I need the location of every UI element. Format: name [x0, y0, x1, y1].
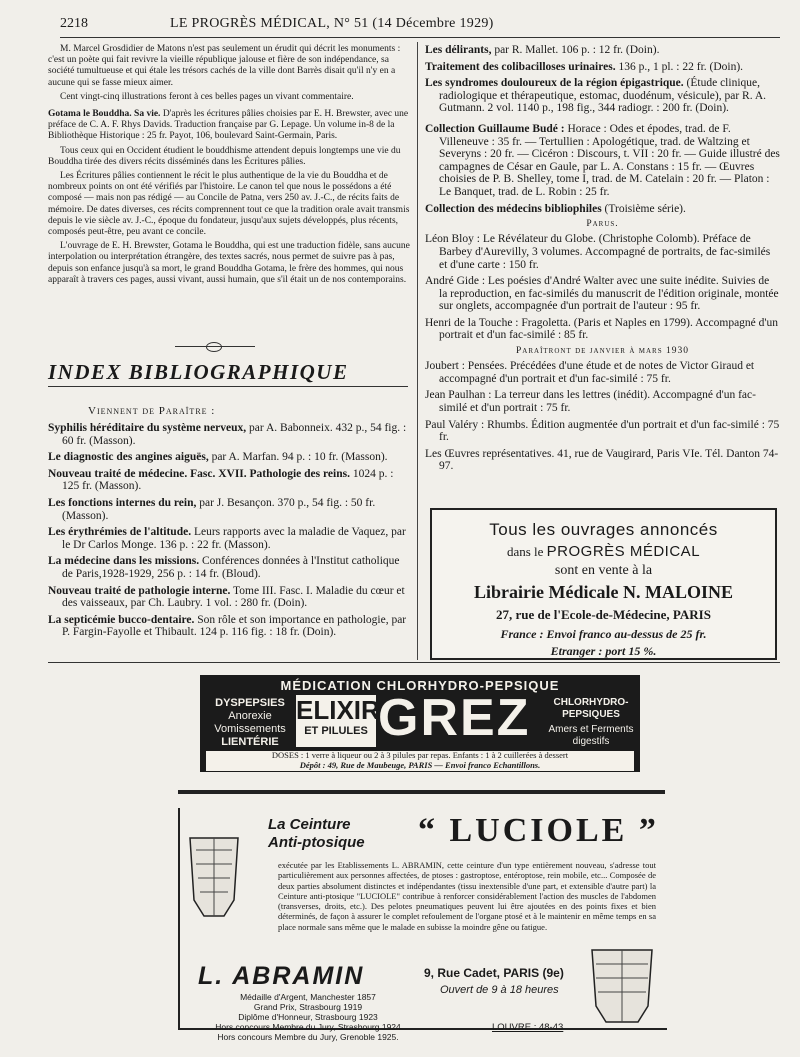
list-item: Joubert : Pensées. Précédées d'une étude et de notes de Victor Giraud et accompagné d'un portrait et d'un fac-similé : 75 fr. [425, 360, 755, 385]
ad-line: Tous les ouvrages annoncés [489, 520, 718, 539]
list-item: Syphilis héréditaire du système nerveux, par A. Babonneix. 432 p., 54 fig. : 60 fr. (Masson). [48, 422, 407, 447]
medals-list: Médaille d'Argent, Manchester 1857 Grand Prix, Strasbourg 1919 Diplôme d'Honneur, Strasbourg 1923 Hors concours Membre du Jury, Strasbourg 1924 Hors concours Membre du Jury, Grenoble 1925. [215, 992, 401, 1042]
list-item: Jean Paulhan : La terreur dans les lettres (inédit). Accompagné d'un fac-similé et d'un portrait : 75 fr. [425, 389, 756, 415]
ornament-icon [206, 342, 222, 352]
ad-line: dans le PROGRÈS MÉDICAL [506, 543, 701, 560]
list-item: Le diagnostic des angines aiguës, par A. Marfan. 94 p. : 10 fr. (Masson). [48, 451, 388, 464]
review-paragraph: Tous ceux qui en Occident étudient le bouddhisme attendent depuis longtemps une vie du Bouddha tirée des divers récits disséminés dans les Écritures pâlies. [48, 145, 401, 167]
list-item: Léon Bloy : Le Révélateur du Globe. (Christophe Colomb). Préface de Barbey d'Aurevilly, 3 volumes. Accompagné de portraits, de fac-similés et d'une carte : 150 fr. [425, 233, 771, 271]
review-paragraph: L'ouvrage de E. H. Brewster, Gotama le Bouddha, qui est une traduction fidèle, sans aucune interpolation ou interprétation étrangère, des textes sacrés, nous permet de suivre pas à pas, depuis son enfance jusqu'à sa mort, le grand Bouddha Gotama, le frère des hommes, qui nous apparaît à travers ces pages, aussi vivant, aussi humain, que s'il était un de nos contemporains. [48, 241, 410, 285]
luciole-advertisement [178, 790, 665, 1044]
index-list [48, 422, 410, 643]
list-item: Traitement des colibacilloses urinaires. 136 p., 1 pl. : 22 fr. (Doin). [425, 60, 744, 73]
ad-line: 27, rue de l'Ecole-de-Médecine, PARIS [496, 607, 711, 622]
journal-title: LE PROGRÈS MÉDICAL, N° 51 (14 Décembre 1929) [170, 16, 494, 31]
abramin-logo: L. ABRAMIN [198, 962, 365, 990]
left-column [48, 44, 410, 289]
ad-right-block: CHLORHYDRO-PEPSIQUES Amers et Ferments digestifs [548, 697, 634, 747]
luciole-brand: “ LUCIOLE ” [418, 812, 659, 849]
review-heading: Gotama le Bouddha. Sa vie. D'après les écritures pâlies choisies par E. H. Brewster, avec une préface de C. A. F. Rhys Davids. Traduction française par G. Lepage. Un volume in-8 de la Bibliothèque Historique : 25 fr. Payot, 106, boulevard Saint-Germain, Paris. [48, 109, 409, 142]
review-paragraph: M. Marcel Grosdidier de Matons n'est pas seulement un érudit qui décrit les monuments : c'est un poète qui fait revivre la vieille république jalouse et fière de son indépendance, sa société tumultueuse et qui étale les trésors cachés de la ville dont Barrès disait qu'il n'y en a aucune qui se fasse mieux aimer. [48, 44, 401, 88]
review-paragraph: Cent vingt-cinq illustrations feront à ces belles pages un vivant commentaire. [60, 91, 354, 102]
corset-illustration [586, 946, 658, 1026]
grez-advertisement [200, 675, 640, 772]
parus-label: Parus. [586, 219, 619, 230]
page-header [60, 14, 780, 36]
list-item: André Gide : Les poésies d'André Walter avec une suite inédite. Suivies de la reproduction, en fac-similés du manuscrit de l'édition originale, montée sur onglets, accompagnée d'un portrait de l'auteur : 95 fr. [425, 275, 779, 313]
column-divider [417, 42, 418, 660]
ad-subtitle: La Ceinture [268, 816, 351, 833]
list-item: Collection des médecins bibliophiles (Troisième série). [425, 202, 686, 215]
ad-banner: MÉDICATION CHLORHYDRO-PEPSIQUE [280, 678, 560, 693]
index-rule [48, 386, 408, 387]
ad-telephone: LOUVRE : 48-43 [492, 1022, 564, 1033]
ad-subtitle: Anti-ptosique [268, 834, 365, 851]
corset-illustration [184, 830, 244, 920]
section-rule [48, 662, 780, 663]
list-item: Nouveau traité de pathologie interne. Tome III. Fasc. I. Maladie du cœur et des vaisseaux, par Ch. Laubry. 1 vol. : 280 fr. (Doin). [48, 584, 405, 610]
ad-hours: Ouvert de 9 à 18 heures [440, 984, 559, 996]
viennent-de-paraitre: Viennent de Paraître : [88, 405, 216, 417]
ad-left-block: DYSPEPSIES Anorexie Vomissements LIENTÉRIE [214, 697, 286, 748]
ad-line: France : Envoi franco au-dessus de 25 fr. [500, 627, 707, 641]
list-item: Les délirants, par R. Mallet. 106 p. : 12 fr. (Doin). [425, 44, 660, 56]
ad-line: Etranger : port 15 %. [550, 644, 657, 658]
list-item: Nouveau traité de médecine. Fasc. XVII. Pathologie des reins. 1024 p. : 125 fr. (Masson). [48, 467, 394, 493]
list-item: Collection Guillaume Budé : Horace : Odes et épodes, trad. de F. Villeneuve : 35 fr. — Tertullien : Apologétique, trad. de Waltzing et Severyns : 20 fr. — Cicéron : Discours, t. VII : 20 fr. — Guide illustré des campagnes de César en Gaule, par L. A. Constans : 15 fr. — Œuvres choisies de P. B. Shelley, tome I, trad. de M. Catelain : 20 fr. — Platon : Le Banquet, trad. de L. Robin : 25 fr. [425, 122, 780, 198]
grez-logo: GREZ [378, 689, 531, 747]
elixir-block: ELIXIR ET PILULES [296, 695, 376, 747]
review-paragraph: Les Écritures pâlies contiennent le récit le plus authentique de la vie du Bouddha et de nombreux points on ont été vérifiés par l'histoire. Le canon tel que nous le possédons a été composé — mais non pas rédigé — au Concile de Patna, vers 250 av. J.-C., de récits faits de mémoire. De dates diverses, ces récits comprennent tout ce que la tradition orale avait transmis depuis le vie siècle av. J.-C., époque du fondateur, jusqu'aux sujets développés, plus récents, composés peut-être, peu avant ce concile. [48, 171, 410, 238]
list-item: Paul Valéry : Rhumbs. Édition augmentée d'un portrait et d'un fac-similé : 75 fr. [425, 418, 780, 444]
paraitront-label: Paraîtront de janvier à mars 1930 [516, 346, 689, 357]
list-item: Henri de la Touche : Fragoletta. (Paris et Naples en 1799). Accompagné d'un portrait et d'un fac-similé : 85 fr. [425, 316, 778, 342]
ad-line: sont en vente à la [554, 563, 653, 578]
list-item: La septicémie bucco-dentaire. Son rôle et son importance en pathologie, par P. Fargin-Fayolle et Thibault. 124 p. 116 fig. : 18 fr. (Doin). [48, 613, 407, 639]
ad-body: exécutée par les Etablissements L. ABRAMIN, cette ceinture d'un type entièrement nouveau, s'adresse tout particulièrement aux personnes affectées, de ptoses : gastroptose, entéroptose, rein mobile, etc... Composée de deux parties absolument distinctes et indépendantes (tissu inextensible d'une part, et extensible d'autre part) la Ceinture anti-ptosique "LUCIOLE" contribue à renforcer considérablement l'action des muscles de l'abdomen (transverses, droits, etc.). Des pelotes pneumatiques peuvent lui être ajoutées en des points fixes et bien déterminés, de façon à assurer le complet refoulement de l'organe ptosé et à le maintenir en même temps en sa place normale sans même que le malade en subisse la moindre gêne ou fatigue. [278, 860, 656, 932]
list-item: Les syndromes douloureux de la région épigastrique. (Étude clinique, radiologique et thérapeutique, estomac, duodénum, vésicule), par R. A. Gutmann. 2 vol. 1140 p., 198 fig., 344 radiogr. : 200 fr. (Doin). [425, 77, 767, 115]
ad-footer: DOSES : 1 verre à liqueur ou 2 à 3 pilules par repas. Enfants : 1 à 2 cuillerées à dessert Dépôt : 49, Rue de Maubeuge, PARIS — Envoi franco Echantillons. [206, 751, 634, 771]
list-item: Les Œuvres représentatives. 41, rue de Vaugirard, Paris VIe. Tél. Danton 74-97. [425, 447, 779, 473]
page-number: 2218 [60, 16, 88, 31]
right-column [425, 44, 780, 477]
list-item: Les érythrémies de l'altitude. Leurs rapports avec la maladie de Vaquez, par le Dr Carlos Monge. 136 p. : 22 fr. (Masson). [48, 526, 406, 551]
index-heading: INDEX BIBLIOGRAPHIQUE [48, 360, 349, 384]
list-item: La médecine dans les missions. Conférences données à l'Institut catholique de Paris,1928-1929, 256 p. : 14 fr. (Bloud). [48, 555, 400, 580]
maloine-advertisement [430, 508, 777, 660]
header-rule [60, 37, 780, 38]
ad-address: 9, Rue Cadet, PARIS (9e) [424, 966, 564, 980]
list-item: Les fonctions internes du rein, par J. Besançon. 370 p., 54 fig. : 50 fr. (Masson). [48, 496, 376, 522]
ad-line: Librairie Médicale N. MALOINE [474, 582, 733, 602]
